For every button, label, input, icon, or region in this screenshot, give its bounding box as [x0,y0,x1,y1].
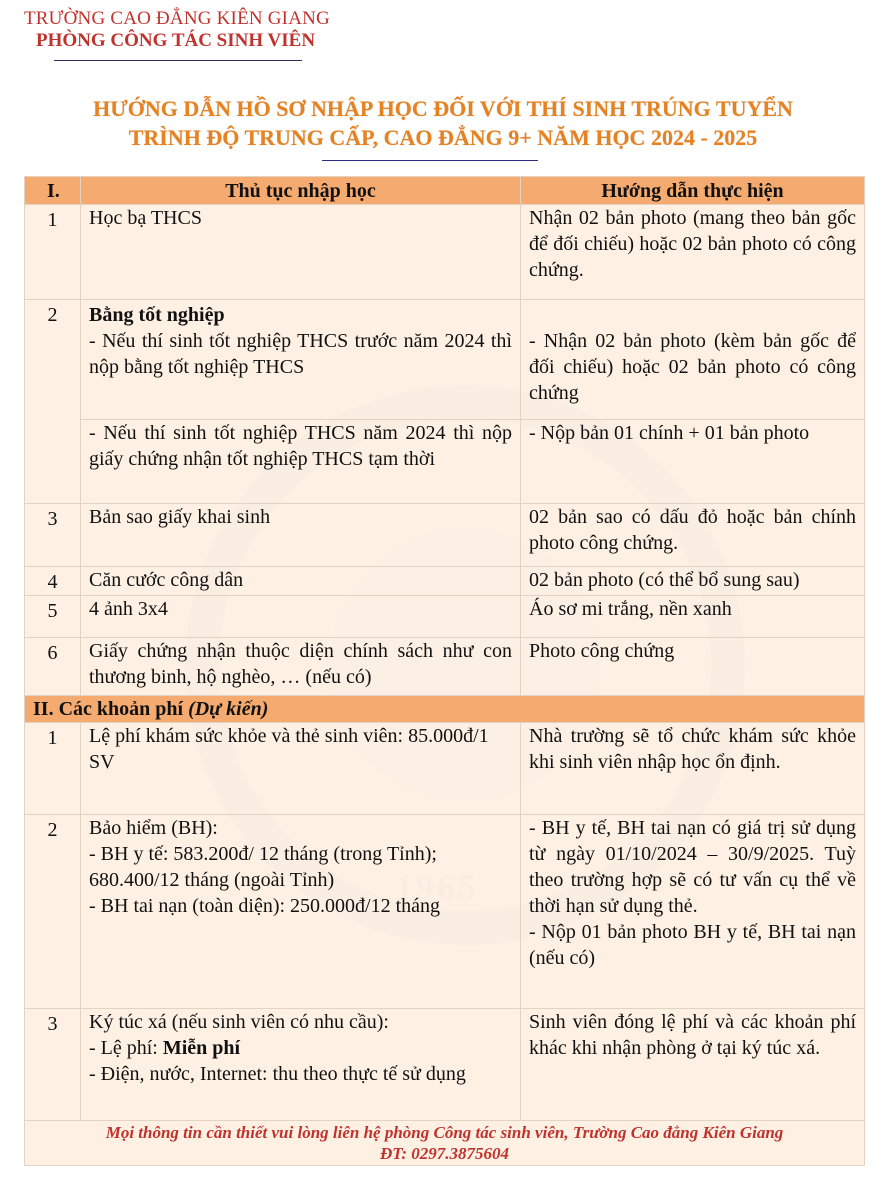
guide-line: - Nộp 01 bản photo BH y tế, BH tai nạn (nếu có) [529,921,856,969]
guide-cell: Photo công chứng [521,638,865,696]
row-number: 6 [25,638,81,696]
guide-line: - BH y tế, BH tai nạn có giá trị sử dụng từ ngày 01/10/2024 – 30/9/2025. Tuỳ theo trường hợp sẽ có tư vấn cụ thể về thời hạn sử dụng thẻ. [529,817,856,917]
procedure-line: - BH tai nạn (toàn diện): 250.000đ/12 tháng [89,895,441,917]
procedure-cell [81,300,521,420]
procedure-cell [81,815,521,1009]
procedure-line [89,1035,512,1061]
procedure-cell: Căn cước công dân [81,567,521,596]
document-title [0,94,886,152]
table-row [25,300,865,420]
procedure-cell: Lệ phí khám sức khỏe và thẻ sinh viên: 85.000đ/1 SV [81,723,521,815]
contact-phone: ĐT: 0297.3875604 [379,1144,510,1163]
title-line-2: TRÌNH ĐỘ TRUNG CẤP, CAO ĐẲNG 9+ NĂM HỌC 2024 - 2025 [128,125,758,150]
procedure-cell: - Nếu thí sinh tốt nghiệp THCS năm 2024 thì nộp giấy chứng nhận tốt nghiệp THCS tạm thời [81,420,521,504]
row-number: 2 [25,300,81,504]
procedure-line: - Điện, nước, Internet: thu theo thực tế sử dụng [89,1063,466,1085]
row-number: 1 [25,723,81,815]
guide-cell [521,815,865,1009]
row-number: 2 [25,815,81,1009]
table-row [25,504,865,567]
table-row [25,815,865,1009]
row-number: 3 [25,1009,81,1121]
procedure-cell: Bản sao giấy khai sinh [81,504,521,567]
table-row [25,567,865,596]
procedure-line: - BH y tế: 583.200đ/ 12 tháng (trong Tỉnh); 680.400/12 tháng (ngoài Tỉnh) [89,843,437,891]
guide-cell: 02 bản photo (có thể bổ sung sau) [521,567,865,596]
title-underline [322,160,538,161]
table-row [25,1009,865,1121]
section-1-number: I. [25,177,81,205]
header-underline [54,60,302,61]
table-row [25,596,865,638]
procedure-line: Bảo hiểm (BH): [89,817,218,839]
procedure-cell: 4 ảnh 3x4 [81,596,521,638]
contact-footer [25,1121,865,1166]
section-2-title [25,696,865,723]
table-row [25,723,865,815]
office-name: PHÒNG CÔNG TÁC SINH VIÊN [36,30,316,51]
procedure-cell: Học bạ THCS [81,205,521,300]
guide-cell: - Nhận 02 bản photo (kèm bản gốc để đối chiếu) hoặc 02 bản photo có công chứng [521,300,865,420]
table-row [25,205,865,300]
contact-footer-row [25,1121,865,1166]
admission-guide-table [24,176,865,1166]
guide-cell: Sinh viên đóng lệ phí và các khoản phí khác khi nhận phòng ở tại ký túc xá. [521,1009,865,1121]
contact-text: Mọi thông tin cần thiết vui lòng liên hệ phòng Công tác sinh viên, Trường Cao đẳng Kiên Giang [105,1123,784,1142]
procedure-cell [81,1009,521,1121]
section-2-title-note: (Dự kiến) [188,698,269,720]
table-row [25,638,865,696]
row-number: 4 [25,567,81,596]
procedure-cell: Giấy chứng nhận thuộc diện chính sách như con thương binh, hộ nghèo, … (nếu có) [81,638,521,696]
section-1-header-row [25,177,865,205]
fee-value: Miễn phí [162,1037,241,1059]
col-guide-header: Hướng dẫn thực hiện [521,177,865,205]
section-2-header-row [25,696,865,723]
row-number: 1 [25,205,81,300]
fee-label: - Lệ phí: [89,1037,163,1059]
procedure-text: - Nếu thí sinh tốt nghiệp THCS trước năm 2024 thì nộp bằng tốt nghiệp THCS [89,330,512,378]
procedure-title: Bằng tốt nghiệp [89,304,225,326]
guide-cell: - Nộp bản 01 chính + 01 bản photo [521,420,865,504]
row-number: 5 [25,596,81,638]
guide-cell: Nhà trường sẽ tổ chức khám sức khỏe khi sinh viên nhập học ổn định. [521,723,865,815]
procedure-line: Ký túc xá (nếu sinh viên có nhu cầu): [89,1011,389,1033]
col-procedure-header: Thủ tục nhập học [81,177,521,205]
guide-cell: Nhận 02 bản photo (mang theo bản gốc để đối chiếu) hoặc 02 bản photo có công chứng. [521,205,865,300]
table-row [25,420,865,504]
document-header [24,8,330,52]
title-line-1: HƯỚNG DẪN HỒ SƠ NHẬP HỌC ĐỐI VỚI THÍ SINH TRÚNG TUYỂN [93,96,793,121]
guide-cell: Áo sơ mi trắng, nền xanh [521,596,865,638]
row-number: 3 [25,504,81,567]
school-name: TRƯỜNG CAO ĐẲNG KIÊN GIANG [24,8,330,29]
guide-cell: 02 bản sao có dấu đỏ hoặc bản chính photo công chứng. [521,504,865,567]
section-2-title-text: II. Các khoản phí [33,698,189,720]
